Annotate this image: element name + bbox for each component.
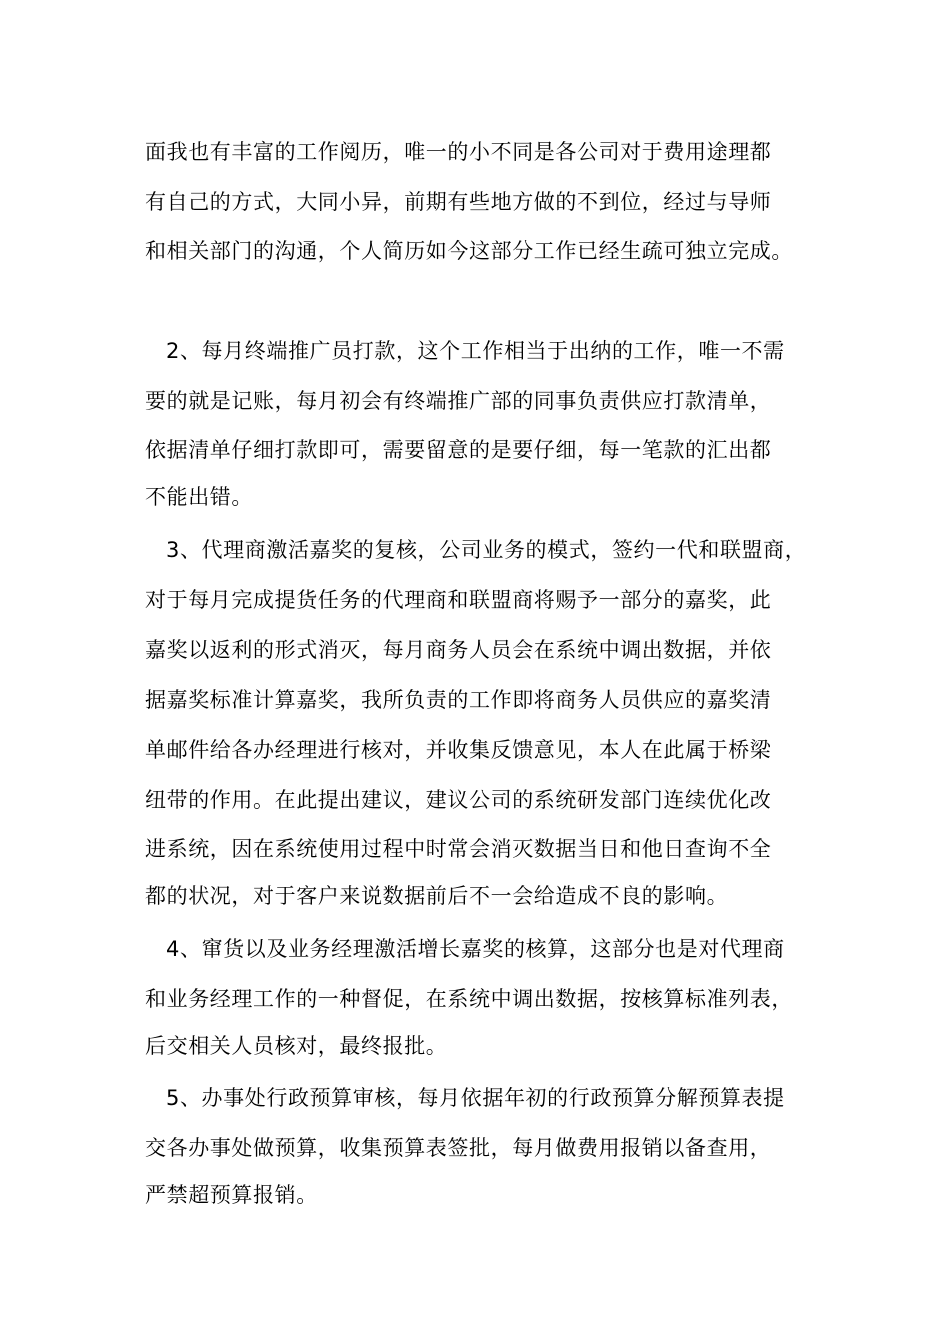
text-line: 据嘉奖标准计算嘉奖，我所负责的工作即将商务人员供应的嘉奖清 xyxy=(145,688,772,712)
text-line: 对于每月完成提货任务的代理商和联盟商将赐予一部分的嘉奖，此 xyxy=(145,588,772,612)
text-line: 2、每月终端推广员打款，这个工作相当于出纳的工作，唯一不需 xyxy=(166,339,785,363)
text-line: 依据清单仔细打款即可，需要留意的是要仔细，每一笔款的汇出都 xyxy=(145,438,772,462)
text-line: 有自己的方式，大同小异，前期有些地方做的不到位，经过与导师 xyxy=(145,190,772,214)
text-line: 和业务经理工作的一种督促，在系统中调出数据，按核算标准列表， xyxy=(145,987,793,1011)
text-line: 严禁超预算报销。 xyxy=(145,1183,318,1207)
text-line: 要的就是记账，每月初会有终端推广部的同事负责供应打款清单， xyxy=(145,389,772,413)
text-line: 进系统，因在系统使用过程中时常会消灭数据当日和他日查询不全 xyxy=(145,837,772,861)
text-line: 都的状况，对于客户来说数据前后不一会给造成不良的影响。 xyxy=(145,884,729,908)
text-line: 交各办事处做预算，收集预算表签批，每月做费用报销以备查用， xyxy=(145,1136,772,1160)
text-line: 面我也有丰富的工作阅历，唯一的小不同是各公司对于费用途理都 xyxy=(145,140,772,164)
text-line: 4、窜货以及业务经理激活增长嘉奖的核算，这部分也是对代理商 xyxy=(166,937,785,961)
text-line: 3、代理商激活嘉奖的复核，公司业务的模式，签约一代和联盟商， xyxy=(166,538,807,562)
text-line: 和相关部门的沟通，个人简历如今这部分工作已经生疏可独立完成。 xyxy=(145,239,793,263)
text-line: 5、办事处行政预算审核，每月依据年初的行政预算分解预算表提 xyxy=(166,1086,785,1110)
text-line: 嘉奖以返利的形式消灭，每月商务人员会在系统中调出数据，并依 xyxy=(145,638,772,662)
text-line: 单邮件给各办经理进行核对，并收集反馈意见，本人在此属于桥梁 xyxy=(145,738,772,762)
text-line: 纽带的作用。在此提出建议，建议公司的系统研发部门连续优化改 xyxy=(145,788,772,812)
text-line: 后交相关人员核对，最终报批。 xyxy=(145,1034,448,1058)
text-line: 不能出错。 xyxy=(145,485,253,509)
